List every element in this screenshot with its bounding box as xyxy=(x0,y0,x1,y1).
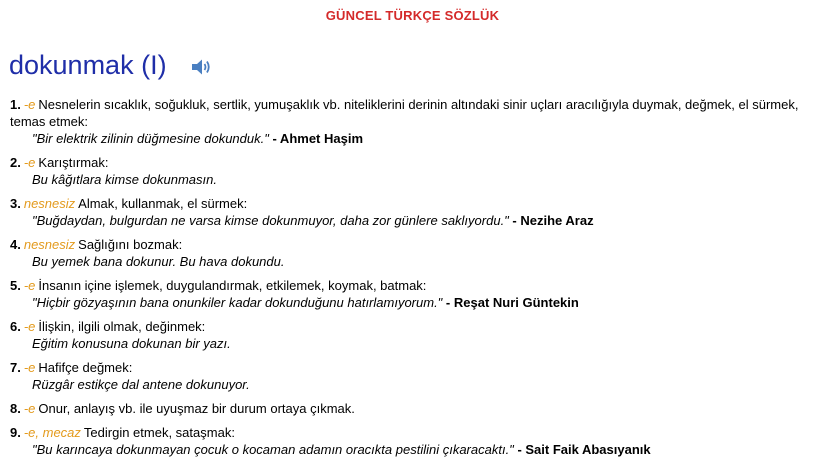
sense-number: 9. xyxy=(10,425,21,440)
grammar-tag: -e, mecaz xyxy=(23,425,81,440)
entry-heading xyxy=(9,50,213,81)
sense-number: 5. xyxy=(10,278,21,293)
sense-definition: Tedirgin etmek, sataşmak: xyxy=(83,425,235,440)
sense-number: 4. xyxy=(10,237,21,252)
sense-definition: Almak, kullanmak, el sürmek: xyxy=(78,196,248,211)
example-text: Bu kâğıtlara kimse dokunmasın. xyxy=(32,172,217,187)
sense-list xyxy=(10,96,820,465)
grammar-tag: nesnesiz xyxy=(23,196,76,211)
headword: dokunmak (I) xyxy=(9,50,167,80)
example-text: "Hiçbir gözyaşının bana onunkiler kadar dokunduğunu hatırlamıyorum." xyxy=(32,295,443,310)
grammar-tag: nesnesiz xyxy=(23,237,76,252)
grammar-tag: -e xyxy=(23,401,36,416)
sense-example xyxy=(10,376,820,393)
example-text: "Bir elektrik zilinin düğmesine dokunduk." xyxy=(32,131,269,146)
sense-number: 3. xyxy=(10,196,21,211)
sense-example xyxy=(10,253,820,270)
example-text: "Buğdaydan, bulgurdan ne varsa kimse dokunmuyor, daha zor günlere saklıyordu." xyxy=(32,213,509,228)
grammar-tag: -e xyxy=(23,360,36,375)
sense-definition-line xyxy=(10,359,820,376)
sense-definition-line xyxy=(10,236,820,253)
sense-definition: Onur, anlayış vb. ile uyuşmaz bir durum ortaya çıkmak. xyxy=(38,401,355,416)
dictionary-title: GÜNCEL TÜRKÇE SÖZLÜK xyxy=(325,8,500,23)
sense-definition-line xyxy=(10,154,820,171)
grammar-tag: -e xyxy=(23,97,36,112)
grammar-tag: -e xyxy=(23,278,36,293)
grammar-tag: -e xyxy=(23,319,36,334)
sense-item xyxy=(10,424,820,458)
sense-example xyxy=(10,130,820,147)
sense-item xyxy=(10,154,820,188)
sense-definition: Nesnelerin sıcaklık, soğukluk, sertlik, yumuşaklık vb. niteliklerini derinin altındaki sinir uçları aracılığıyla duymak, değmek, el sürmek, temas etmek: xyxy=(10,97,799,129)
sense-definition-line xyxy=(10,96,820,130)
sense-example xyxy=(10,212,820,229)
example-text: "Bu karıncaya dokunmayan çocuk o kocaman adamın oracıkta pestilini çıkaracaktı." xyxy=(32,442,514,457)
example-text: Rüzgâr estikçe dal antene dokunuyor. xyxy=(32,377,250,392)
sense-definition-line xyxy=(10,424,820,441)
sense-item xyxy=(10,195,820,229)
example-text: Bu yemek bana dokunur. Bu hava dokundu. xyxy=(32,254,285,269)
sense-item xyxy=(10,359,820,393)
example-text: Eğitim konusuna dokunan bir yazı. xyxy=(32,336,231,351)
example-author: - Ahmet Haşim xyxy=(272,131,364,146)
sense-number: 8. xyxy=(10,401,21,416)
sense-definition: İnsanın içine işlemek, duygulandırmak, etkilemek, koymak, batmak: xyxy=(38,278,427,293)
sense-number: 7. xyxy=(10,360,21,375)
sense-example xyxy=(10,335,820,352)
sense-example xyxy=(10,171,820,188)
sense-definition-line xyxy=(10,318,820,335)
sense-item xyxy=(10,96,820,147)
sense-definition-line xyxy=(10,400,820,417)
sense-number: 2. xyxy=(10,155,21,170)
sense-example xyxy=(10,294,820,311)
speaker-icon[interactable] xyxy=(191,58,213,76)
grammar-tag: -e xyxy=(23,155,36,170)
sense-item xyxy=(10,236,820,270)
sense-definition: Karıştırmak: xyxy=(38,155,109,170)
sense-definition: Hafifçe değmek: xyxy=(38,360,133,375)
sense-example xyxy=(10,441,820,458)
example-author: - Nezihe Araz xyxy=(512,213,594,228)
sense-definition: İlişkin, ilgili olmak, değinmek: xyxy=(38,319,206,334)
sense-number: 1. xyxy=(10,97,21,112)
sense-item xyxy=(10,318,820,352)
example-author: - Reşat Nuri Güntekin xyxy=(445,295,579,310)
sense-definition-line xyxy=(10,277,820,294)
sense-item xyxy=(10,400,820,417)
sense-item xyxy=(10,277,820,311)
sense-number: 6. xyxy=(10,319,21,334)
sense-definition: Sağlığını bozmak: xyxy=(78,237,183,252)
example-author: - Sait Faik Abasıyanık xyxy=(517,442,651,457)
sense-definition-line xyxy=(10,195,820,212)
